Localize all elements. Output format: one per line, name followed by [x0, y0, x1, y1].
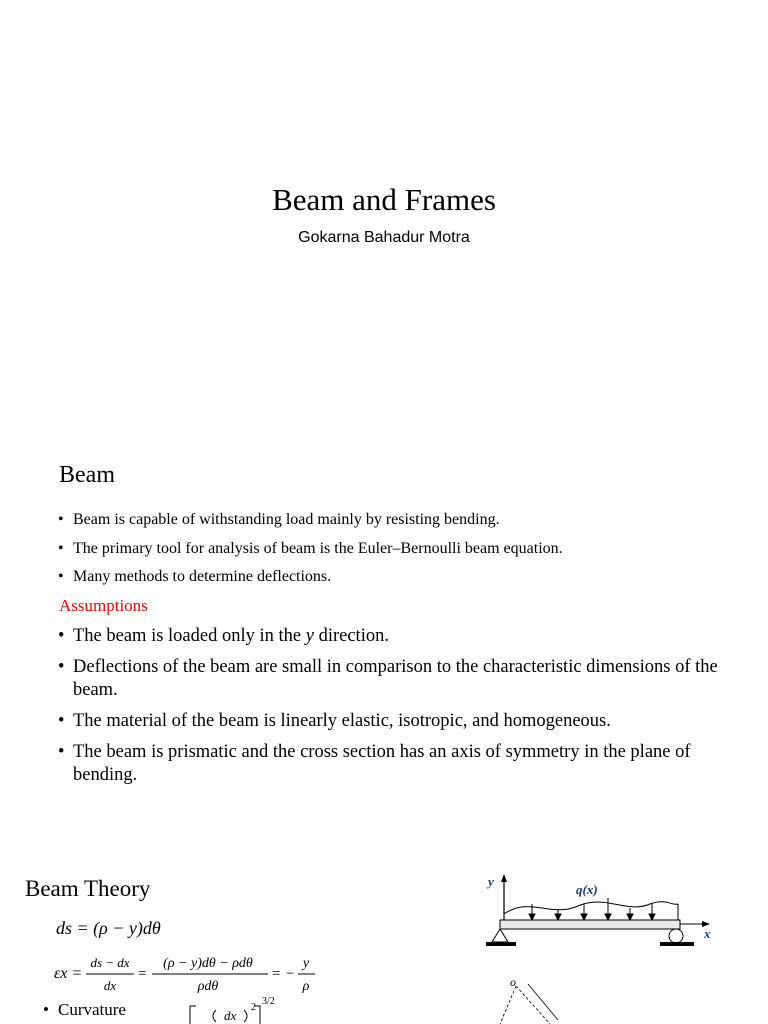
assumption-text: The beam is loaded only in the [73, 626, 306, 646]
theory-bullet-list [43, 1000, 243, 1020]
minus-sign: − [286, 966, 295, 982]
paren-right [244, 1010, 247, 1022]
square-exponent: 2 [251, 1002, 256, 1013]
beam-theory-heading: Beam Theory [25, 876, 151, 901]
assumption-item [58, 625, 718, 648]
beam-bullet-list [58, 510, 718, 596]
ground-hatch-right [660, 942, 694, 946]
bullet-item: • The primary tool for analysis of beam is the Euler–Bernoulli beam equation. [58, 539, 718, 559]
pin-support [492, 929, 508, 942]
beam-body [500, 920, 680, 929]
curvature-exponent: 3/2 [262, 996, 275, 1007]
roller-support [669, 929, 683, 943]
y-axis-label: y [488, 874, 494, 889]
assumption-item: • Deflections of the beam are small in comparison to the characteristic dimensions of the beam. [58, 656, 718, 702]
assumptions-list [58, 625, 718, 795]
strain-lhs: εx = [54, 965, 83, 982]
strain-fraction1-den: dx [103, 978, 117, 993]
curvature-bullet: • Curvature [43, 1000, 243, 1020]
equals-sign: = [272, 966, 281, 982]
strain-fraction3-den: ρ [302, 979, 310, 994]
bullet-item: • Many methods to determine deflections. [58, 567, 718, 587]
beam-diagram [480, 870, 730, 1024]
load-label: q(x) [576, 882, 598, 897]
assumptions-label: Assumptions [59, 596, 148, 615]
beam-theory-slide [0, 840, 768, 1024]
strain-fraction2-num: (ρ − y)dθ − ρdθ [163, 956, 253, 971]
author-name: Gokarna Bahadur Motra [298, 229, 470, 246]
slide-title: Beam and Frames [272, 182, 496, 217]
strain-fraction2-den: ρdθ [197, 979, 219, 994]
strain-fraction3-num: y [302, 956, 310, 971]
strain-fraction1-num: ds − dx [90, 955, 130, 970]
title-slide [0, 0, 768, 420]
dimension-line [528, 984, 558, 1020]
assumption-item: • The beam is prismatic and the cross section has an axis of symmetry in the plane of bending. [58, 741, 718, 787]
beam-heading: Beam [59, 462, 115, 488]
center-of-curvature-label: o [510, 975, 516, 989]
assumption-item: • The material of the beam is linearly elastic, isotropic, and homogeneous. [58, 710, 718, 733]
ground-hatch-left [486, 942, 516, 946]
equals-sign: = [138, 966, 147, 982]
bullet-item: • Beam is capable of withstanding load mainly by resisting bending. [58, 510, 718, 530]
radius-line-left [500, 986, 516, 1024]
assumption-variable: y [305, 626, 314, 646]
radius-line-right [516, 986, 550, 1024]
y-axis-arrowhead [501, 874, 507, 882]
assumption-text: direction. [313, 626, 389, 646]
ds-equation: ds = (ρ − y)dθ [56, 918, 161, 938]
x-axis-label: x [704, 926, 711, 941]
curvature-partial: dx [224, 1008, 237, 1023]
beam-slide [0, 420, 768, 820]
